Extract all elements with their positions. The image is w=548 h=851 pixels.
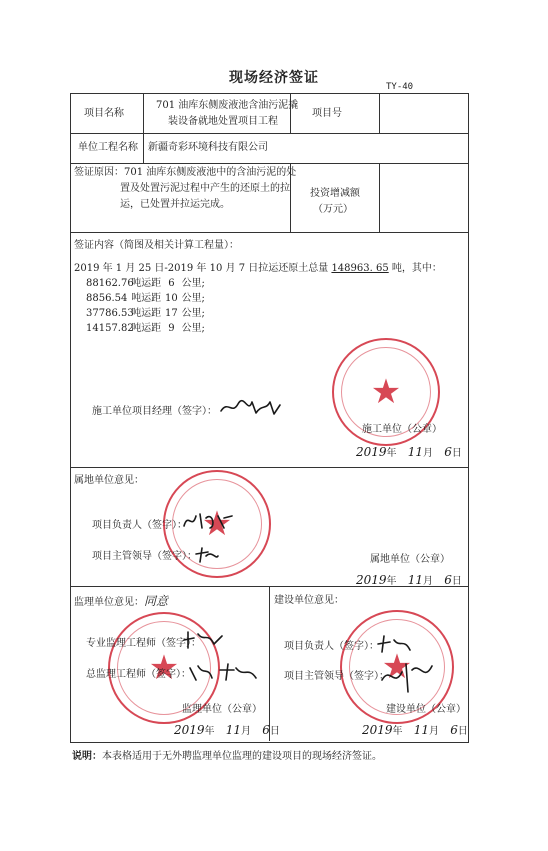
project-number-label: 项目号 xyxy=(312,108,342,119)
owner-supervisor-signature xyxy=(192,544,222,566)
invest-label-1: 投资增减额 xyxy=(310,188,360,199)
reason-line3: 运，已处置并拉运完成。 xyxy=(120,199,230,210)
owner-seal-label: 属地单位（公章） xyxy=(370,554,450,565)
builder-seal-label: 建设单位（公章） xyxy=(386,704,466,715)
list-item: 88162.76 吨运距 6 公里; xyxy=(86,278,205,289)
builder-date: 2019年 11月 6日 xyxy=(362,723,468,737)
manager-signature xyxy=(218,396,286,418)
chief-engineer-signature xyxy=(186,660,262,684)
footnote xyxy=(72,750,382,764)
project-name-label: 项目名称 xyxy=(84,108,124,119)
pro-engineer-signature xyxy=(180,628,228,650)
content-summary: 2019 年 1 月 25 日-2019 年 10 月 7 日拉运还原土总量 148963. 65 吨，其中： xyxy=(74,263,442,274)
list-item: 37786.53 吨运距 17 公里; xyxy=(86,308,205,319)
list-item: 14157.82 吨运距 9 公里; xyxy=(86,323,205,334)
builder-supervisor-label: 项目主管领导（签字）： xyxy=(284,671,389,682)
invest-label-2: （万元） xyxy=(313,204,353,215)
builder-label: 建设单位意见： xyxy=(274,595,344,606)
owner-seal: ★ xyxy=(163,470,271,578)
construction-unit-seal: ★ xyxy=(332,338,440,446)
builder-leader-signature xyxy=(374,632,418,654)
owner-label: 属地单位意见： xyxy=(74,475,144,486)
project-name-line1: 701 油库东侧废液池含油污泥撬 xyxy=(156,100,299,111)
reason-line2: 置及处置污泥过程中产生的还原土的拉 xyxy=(120,183,290,194)
builder-supervisor-signature xyxy=(378,656,438,698)
builder-seal: ★ xyxy=(340,610,454,724)
list-item: 8856.54 吨运距 10 公里; xyxy=(86,293,205,304)
total-amount: 148963. 65 xyxy=(331,263,389,274)
content-label: 签证内容（简图及相关计算工程量）： xyxy=(74,240,239,251)
reason-line1: 签证原因：701 油库东侧废液池中的含油污泥的处 xyxy=(74,167,297,178)
construction-date: 2019年 11月 6日 xyxy=(356,445,462,459)
form-code: TY-40 xyxy=(386,82,414,92)
construction-seal-label: 施工单位（公章） xyxy=(362,424,442,435)
footnote-text: 本表格适用于无外聘监理单位监理的建设项目的现场经济签证。 xyxy=(102,751,382,762)
owner-date: 2019年 11月 6日 xyxy=(356,573,462,587)
owner-leader-label: 项目负责人（签字）： xyxy=(92,520,187,531)
project-name-line2: 装设备就地处置项目工程 xyxy=(168,116,278,127)
unit-value: 新疆奇彩环境科技有限公司 xyxy=(148,142,268,153)
supervision-date: 2019年 11月 6日 xyxy=(174,723,280,737)
supervision-seal: ★ xyxy=(108,612,220,724)
supervision-seal-label: 监理单位（公章） xyxy=(182,704,262,715)
supervision-opinion: 同意 xyxy=(144,594,169,608)
pro-engineer-label: 专业监理工程师（签字）： xyxy=(86,638,201,649)
chief-engineer-label: 总监理工程师（签字）： xyxy=(86,669,191,680)
unit-label: 单位工程名称 xyxy=(78,142,138,153)
page-title: 现场经济签证 xyxy=(229,70,319,86)
supervision-label: 监理单位意见：同意 xyxy=(74,594,169,608)
footnote-label: 说明： xyxy=(72,751,102,762)
manager-sign-label: 施工单位项目经理（签字）： xyxy=(92,406,217,417)
haul-list xyxy=(86,277,205,337)
builder-leader-label: 项目负责人（签字）： xyxy=(284,641,379,652)
owner-supervisor-label: 项目主管领导（签字）： xyxy=(92,551,197,562)
owner-leader-signature xyxy=(180,508,238,534)
